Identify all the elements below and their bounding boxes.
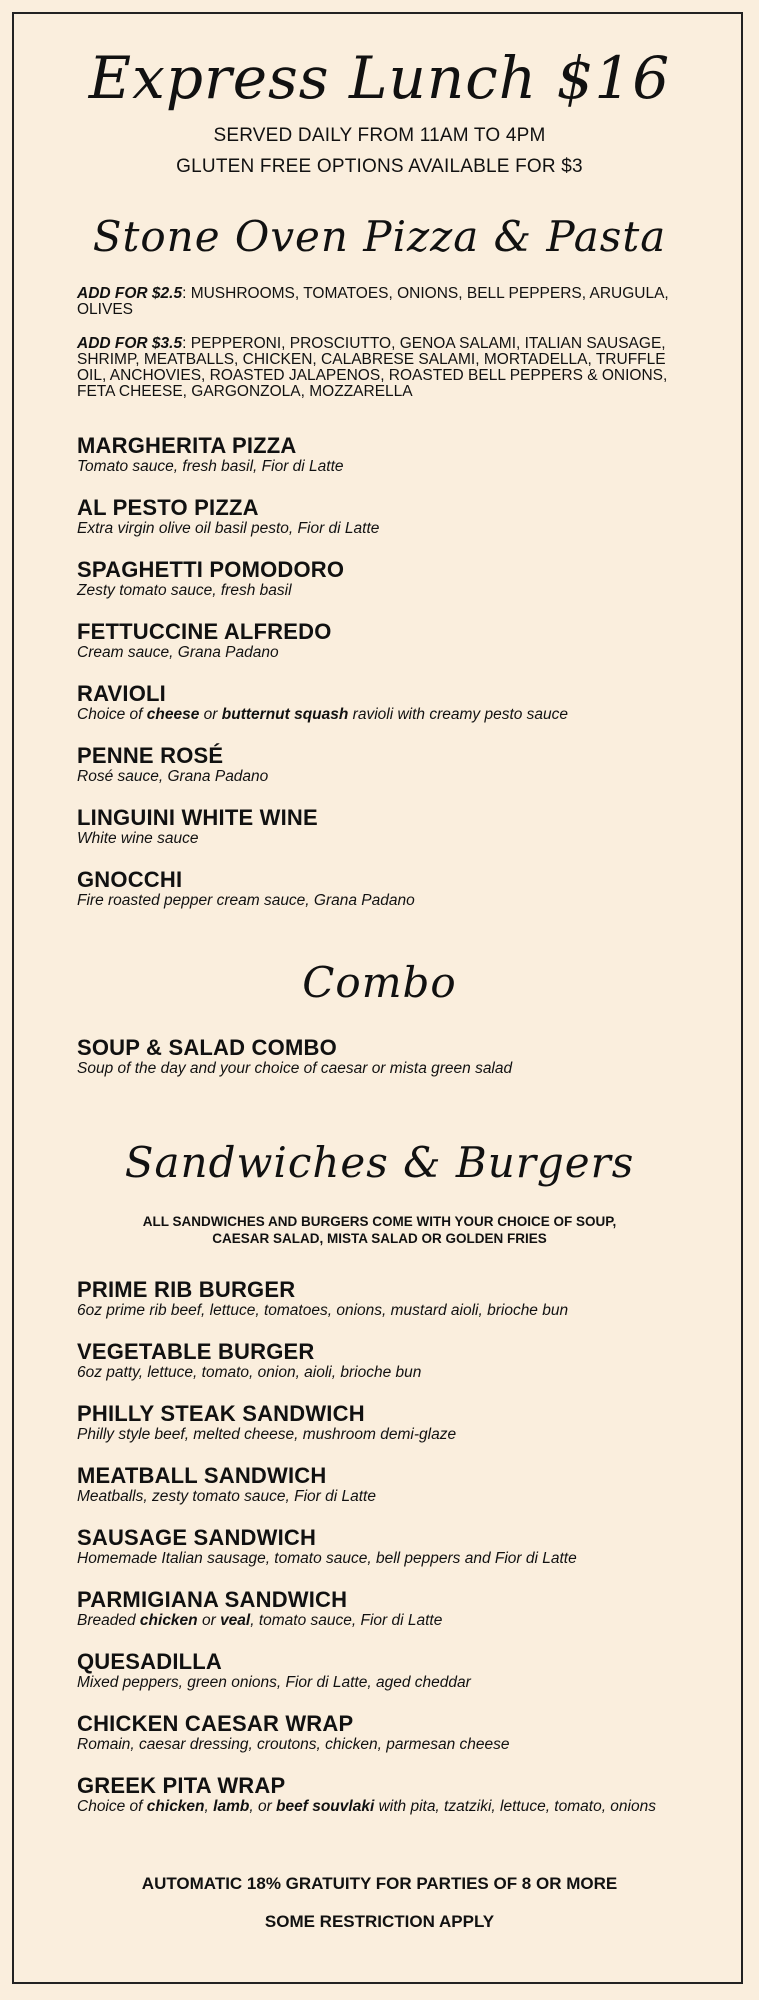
item-name: PHILLY STEAK SANDWICH	[77, 1401, 365, 1426]
addon-items: : MUSHROOMS, TOMATOES, ONIONS, BELL PEPPERS, ARUGULA, OLIVES	[77, 285, 669, 318]
item-name: AL PESTO PIZZA	[77, 495, 259, 520]
menu-item	[77, 744, 697, 785]
item-name: RAVIOLI	[77, 681, 166, 706]
menu-item	[77, 1278, 697, 1319]
menu-item	[77, 434, 697, 475]
section-heading-combo: Combo	[302, 958, 457, 1007]
item-name: LINGUINI WHITE WINE	[77, 805, 318, 830]
item-name: FETTUCCINE ALFREDO	[77, 619, 332, 644]
addon-label: ADD FOR $2.5	[77, 285, 183, 302]
sides-note	[0, 1213, 759, 1247]
addon-label: ADD FOR $3.5	[77, 335, 183, 352]
item-description: Cream sauce, Grana Padano	[77, 644, 279, 661]
menu-item	[77, 806, 697, 847]
item-description: Mixed peppers, green onions, Fior di Latte, aged cheddar	[77, 1674, 471, 1691]
menu-item	[77, 1650, 697, 1691]
item-description: Choice of chicken, lamb, or beef souvlaki with pita, tzatziki, lettuce, tomato, onions	[77, 1798, 656, 1815]
item-description: Breaded chicken or veal, tomato sauce, Fior di Latte	[77, 1612, 443, 1629]
gratuity-note: AUTOMATIC 18% GRATUITY FOR PARTIES OF 8 OR MORE	[141, 1874, 618, 1893]
menu-item	[77, 868, 697, 909]
gluten-free-note: GLUTEN FREE OPTIONS AVAILABLE FOR $3	[176, 156, 583, 177]
served-hours: SERVED DAILY FROM 11AM TO 4PM	[213, 125, 546, 146]
item-name: PENNE ROSÉ	[77, 743, 224, 768]
item-name: GNOCCHI	[77, 867, 183, 892]
item-description: Romain, caesar dressing, croutons, chicken, parmesan cheese	[77, 1736, 510, 1753]
menu-item	[77, 1340, 697, 1381]
menu-item	[77, 496, 697, 537]
menu-item	[77, 1588, 697, 1629]
menu-item	[77, 558, 697, 599]
menu-item	[77, 1712, 697, 1753]
item-description: 6oz patty, lettuce, tomato, onion, aioli, brioche bun	[77, 1364, 422, 1381]
menu-item	[77, 1774, 657, 1815]
menu-item	[77, 682, 697, 723]
item-description: Choice of cheese or butternut squash ravioli with creamy pesto sauce	[77, 706, 569, 723]
item-name: MARGHERITA PIZZA	[77, 433, 297, 458]
menu-item	[77, 620, 697, 661]
restriction-note: SOME RESTRICTION APPLY	[264, 1912, 495, 1931]
section-heading-pizza-pasta: Stone Oven Pizza & Pasta	[92, 212, 667, 261]
addon-line	[77, 336, 687, 400]
menu-item	[77, 1464, 697, 1505]
section-heading-sandwiches: Sandwiches & Burgers	[124, 1138, 635, 1187]
item-name: MEATBALL SANDWICH	[77, 1463, 327, 1488]
menu-title: Express Lunch $16	[88, 44, 671, 112]
item-name: GREEK PITA WRAP	[77, 1773, 286, 1798]
item-description: White wine sauce	[77, 830, 199, 847]
item-name: SPAGHETTI POMODORO	[77, 557, 345, 582]
item-description: Meatballs, zesty tomato sauce, Fior di Latte	[77, 1488, 376, 1505]
item-name: CHICKEN CAESAR WRAP	[77, 1711, 354, 1736]
item-description: Extra virgin olive oil basil pesto, Fior di Latte	[77, 520, 380, 537]
item-name: PARMIGIANA SANDWICH	[77, 1587, 348, 1612]
item-description: Tomato sauce, fresh basil, Fior di Latte	[77, 458, 344, 475]
menu-item	[77, 1036, 697, 1077]
item-description: Zesty tomato sauce, fresh basil	[77, 582, 292, 599]
menu-item	[77, 1402, 697, 1443]
item-description: 6oz prime rib beef, lettuce, tomatoes, onions, mustard aioli, brioche bun	[77, 1302, 569, 1319]
item-description: Homemade Italian sausage, tomato sauce, bell peppers and Fior di Latte	[77, 1550, 577, 1567]
item-name: SAUSAGE SANDWICH	[77, 1525, 317, 1550]
menu-item	[77, 1526, 697, 1567]
sides-note-line: ALL SANDWICHES AND BURGERS COME WITH YOUR CHOICE OF SOUP,	[142, 1214, 617, 1229]
item-description: Rosé sauce, Grana Padano	[77, 768, 269, 785]
addon-line	[77, 286, 687, 318]
item-name: PRIME RIB BURGER	[77, 1277, 296, 1302]
item-name: QUESADILLA	[77, 1649, 222, 1674]
addon-items: : PEPPERONI, PROSCIUTTO, GENOA SALAMI, ITALIAN SAUSAGE, SHRIMP, MEATBALLS, CHICKEN, CALABRESE SALAMI, MORTADELLA, TRUFFLE OIL, ANCHOVIES, ROASTED JALAPENOS, ROASTED BELL PEPPERS & ONIONS, FETA CHEESE, GARGONZOLA, MOZZARELLA	[77, 335, 668, 400]
sides-note-line: CAESAR SALAD, MISTA SALAD OR GOLDEN FRIES	[212, 1231, 547, 1246]
item-description: Fire roasted pepper cream sauce, Grana Padano	[77, 892, 415, 909]
item-name: SOUP & SALAD COMBO	[77, 1035, 337, 1060]
item-name: VEGETABLE BURGER	[77, 1339, 315, 1364]
item-description: Soup of the day and your choice of caesar or mista green salad	[77, 1060, 513, 1077]
item-description: Philly style beef, melted cheese, mushroom demi-glaze	[77, 1426, 457, 1443]
